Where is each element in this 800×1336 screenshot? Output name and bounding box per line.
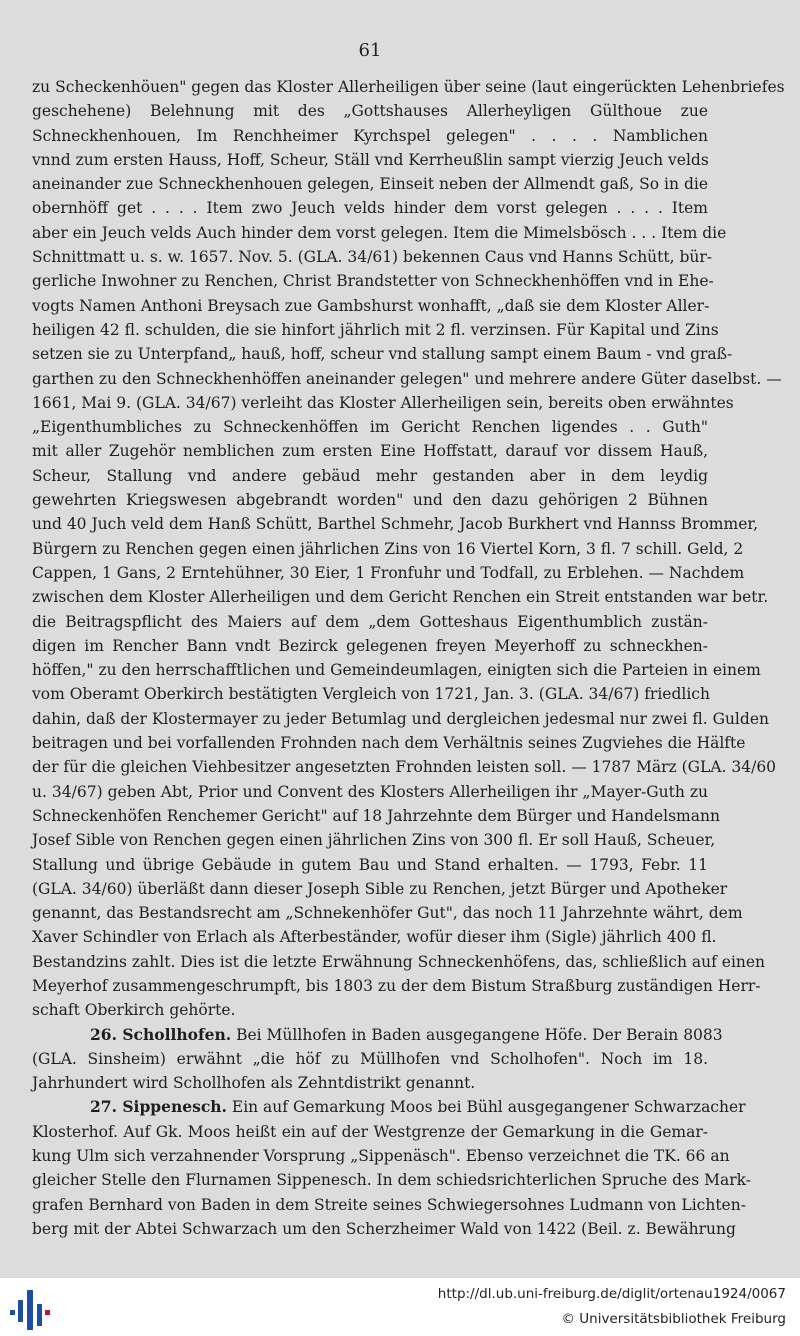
- entry-27-first-line: [32, 1095, 746, 1119]
- text-line: vom Oberamt Oberkirch bestätigten Vergleich von 1721, Jan. 3. (GLA. 34/67) friedlich: [32, 685, 710, 704]
- text-line: höffen," zu den herrschafftlichen und Gemeindeumlagen, einigten sich die Parteien in einem: [32, 661, 761, 680]
- text-line: setzen sie zu Unterpfand„ hauß, hoff, scheur vnd stallung sampt einem Baum - vnd graß-: [32, 345, 733, 364]
- library-logo-icon: [10, 1290, 50, 1330]
- text-line: Josef Sible von Renchen gegen einen jährlichen Zins von 300 fl. Er soll Hauß, Scheuer,: [32, 831, 716, 850]
- paragraph-schneckenhofen: [32, 75, 785, 1023]
- text-line: genannt, das Bestandsrecht am „Schnekenhöfer Gut", das noch 11 Jahrzehnte währt, dem: [32, 904, 743, 923]
- entry-26-heading: 26. Schollhofen.: [90, 1024, 232, 1044]
- entry-26-text: Bei Müllhofen in Baden ausgegangene Höfe. Der Berain 8083: [231, 1025, 723, 1044]
- text-line: garthen zu den Schneckhenhöffen aneinander gelegen" und mehrere andere Güter daselbst. —: [32, 369, 782, 388]
- text-line: aber ein Jeuch velds Auch hinder dem vorst gelegen. Item die Mimelsbösch . . . Item die: [32, 223, 727, 242]
- text-line: heiligen 42 fl. schulden, die sie hinfort jährlich mit 2 fl. verzinsen. Für Kapital und Zins: [32, 320, 719, 339]
- text-line: digen im Rencher Bann vndt Bezirck gelegenen freyen Meyerhoff zu schneckhen-: [32, 636, 708, 655]
- text-line: Xaver Schindler von Erlach als Afterbeständer, wofür dieser ihm (Sigle) jährlich 400 fl.: [32, 928, 717, 947]
- entry-26-first-line: [32, 1023, 723, 1047]
- text-line: schaft Oberkirch gehörte.: [32, 1001, 236, 1020]
- entry-27-paragraph: [32, 1120, 751, 1241]
- text-line: zwischen dem Kloster Allerheiligen und dem Gericht Renchen ein Streit entstanden war betr.: [32, 588, 769, 607]
- text-line: und 40 Juch veld dem Hanß Schütt, Barthel Schmehr, Jacob Burkhert vnd Hannss Brommer,: [32, 515, 759, 534]
- text-line: Meyerhof zusammengeschrumpft, bis 1803 zu der dem Bistum Straßburg zuständigen Herr-: [32, 976, 761, 995]
- text-line: gerliche Inwohner zu Renchen, Christ Brandstetter von Schneckhenhöffen vnd in Ehe-: [32, 272, 714, 291]
- text-line: Schneckhenhouen, Im Renchheimer Kyrchspel gelegen" . . . . Namblichen: [32, 126, 708, 145]
- text-line: Schneckenhöfen Renchemer Gericht" auf 18 Jahrzehnte dem Bürger und Handelsmann: [32, 806, 720, 825]
- text-line: grafen Bernhard von Baden in dem Streite seines Schwiegersohnes Ludmann von Lichten-: [32, 1195, 746, 1214]
- text-line: vogts Namen Anthoni Breysach zue Gambshurst wonhafft, „daß sie dem Kloster Aller-: [32, 296, 710, 315]
- text-line: (GLA. 34/60) überläßt dann dieser Joseph Sible zu Renchen, jetzt Bürger und Apotheker: [32, 879, 728, 898]
- text-line: Scheur, Stallung vnd andere gebäud mehr gestanden aber in dem leydig: [32, 466, 708, 485]
- source-url-link[interactable]: http://dl.ub.uni-freiburg.de/diglit/ortenau1924/0067: [437, 1286, 786, 1302]
- entry-26-paragraph: [32, 1047, 708, 1096]
- text-line: die Beitragspflicht des Maiers auf dem „dem Gotteshaus Eigenthumblich zustän-: [32, 612, 708, 631]
- text-line: obernhöff get . . . . Item zwo Jeuch velds hinder dem vorst gelegen . . . . Item: [32, 199, 708, 218]
- entry-27-text: Ein auf Gemarkung Moos bei Bühl ausgegangener Schwarzacher: [226, 1098, 746, 1117]
- body-text: [32, 75, 785, 1241]
- text-line: aneinander zue Schneckhenhouen gelegen, Einseit neben der Allmendt gaß, So in die: [32, 175, 708, 194]
- entry-27-heading: 27. Sippenesch.: [90, 1097, 227, 1117]
- text-line: Stallung und übrige Gebäude in gutem Bau und Stand erhalten. — 1793, Febr. 11: [32, 855, 708, 874]
- text-line: „Eigenthumbliches zu Schneckenhöffen im Gericht Renchen ligendes . . Guth": [32, 418, 708, 437]
- text-line: gewehrten Kriegswesen abgebrandt worden" und den dazu gehörigen 2 Bühnen: [32, 491, 708, 510]
- copyright-text: © Universitätsbibliothek Freiburg: [561, 1311, 786, 1327]
- text-line: dahin, daß der Klostermayer zu jeder Betumlag und dergleichen jedesmal nur zwei fl. Gulden: [32, 709, 769, 728]
- text-line: berg mit der Abtei Schwarzach um den Scherzheimer Wald von 1422 (Beil. z. Bewährung: [32, 1219, 736, 1238]
- text-line: (GLA. Sinsheim) erwähnt „die höf zu Müllhofen vnd Scholhofen". Noch im 18.: [32, 1049, 708, 1068]
- text-line: zu Scheckenhöuen" gegen das Kloster Allerheiligen über seine (laut eingerückten Lehenbriefes: [32, 78, 785, 96]
- text-line: gleicher Stelle den Flurnamen Sippenesch. In dem schiedsrichterlichen Spruche des Mark-: [32, 1171, 751, 1190]
- text-line: geschehene) Belehnung mit des „Gottshauses Allerheyligen Gülthoue zue: [32, 102, 708, 121]
- text-line: Jahrhundert wird Schollhofen als Zehntdistrikt genannt.: [32, 1074, 476, 1093]
- text-line: u. 34/67) geben Abt, Prior und Convent des Klosters Allerheiligen ihr „Mayer-Guth zu: [32, 782, 708, 801]
- text-line: beitragen und bei vorfallenden Frohnden nach dem Verhältnis seines Zugviehes die Hälfte: [32, 734, 746, 753]
- text-line: Cappen, 1 Gans, 2 Erntehühner, 30 Eier, 1 Fronfuhr und Todfall, zu Erblehen. — Nachdem: [32, 563, 745, 582]
- text-line: Bürgern zu Renchen gegen einen jährlichen Zins von 16 Viertel Korn, 3 fl. 7 schill. Geld, 2: [32, 539, 744, 558]
- text-line: 1661, Mai 9. (GLA. 34/67) verleiht das Kloster Allerheiligen sein, bereits oben erwähntes: [32, 393, 734, 412]
- text-line: kung Ulm sich verzahnender Vorsprung „Sippenäsch". Ebenso verzeichnet die TK. 66 an: [32, 1147, 730, 1166]
- text-line: der für die gleichen Viehbesitzer angesetzten Frohnden leisten soll. — 1787 März (GLA. 34/60: [32, 758, 777, 777]
- page-number: 61: [358, 40, 382, 61]
- text-line: Schnittmatt u. s. w. 1657. Nov. 5. (GLA. 34/61) bekennen Caus vnd Hanns Schütt, bür-: [32, 248, 713, 267]
- text-line: Klosterhof. Auf Gk. Moos heißt ein auf der Westgrenze der Gemarkung in die Gemar-: [32, 1122, 708, 1141]
- footer-bar: [0, 1278, 800, 1336]
- text-line: mit aller Zugehör nemblichen zum ersten Eine Hoffstatt, darauf vor dissem Hauß,: [32, 442, 708, 461]
- text-line: Bestandzins zahlt. Dies ist die letzte Erwähnung Schneckenhöfens, das, schließlich auf einen: [32, 952, 766, 971]
- text-line: vnnd zum ersten Hauss, Hoff, Scheur, Ställ vnd Kerrheußlin sampt vierzig Jeuch velds: [32, 150, 709, 169]
